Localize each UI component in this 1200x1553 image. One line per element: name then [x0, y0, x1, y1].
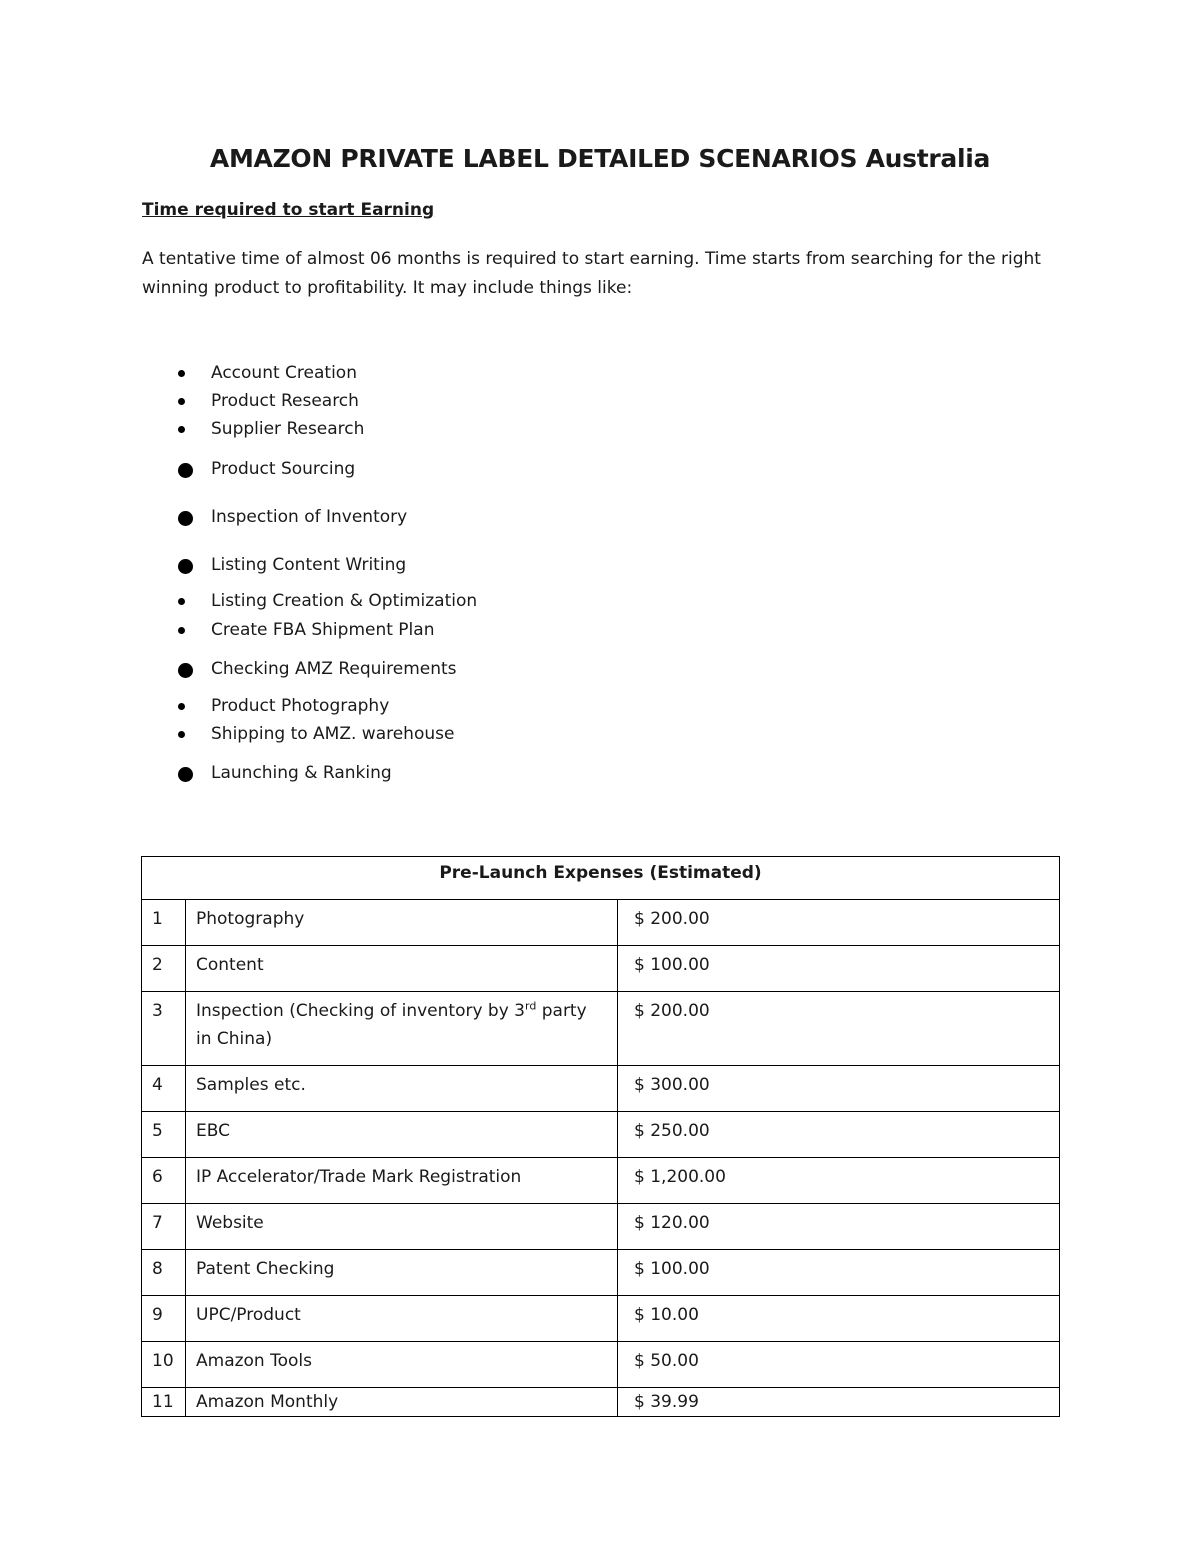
bullet-label: Checking AMZ Requirements [211, 659, 457, 679]
intro-paragraph: A tentative time of almost 06 months is required to start earning. Time starts from searching for the right winning product to profitability. It may include things like: [142, 249, 1041, 298]
ordinal-suffix: rd [525, 999, 537, 1013]
expense-amount: $ 200.00 [618, 992, 1060, 1066]
table-row [142, 1296, 1060, 1342]
expense-item: IP Accelerator/Trade Mark Registration [186, 1158, 618, 1204]
table-row [142, 1112, 1060, 1158]
bullet-label: Supplier Research [211, 419, 365, 439]
document-title: AMAZON PRIVATE LABEL DETAILED SCENARIOS Australia [209, 144, 991, 173]
row-number: 6 [142, 1158, 186, 1204]
expense-item-text-cont: party in China) [196, 1001, 587, 1049]
row-number: 8 [142, 1250, 186, 1296]
table-row [142, 1066, 1060, 1112]
bullet-dot-icon [178, 463, 193, 478]
expense-item: Content [186, 946, 618, 992]
row-number: 5 [142, 1112, 186, 1158]
expense-amount: $ 250.00 [618, 1112, 1060, 1158]
bullet-label: Create FBA Shipment Plan [211, 620, 435, 640]
bullet-label: Listing Content Writing [211, 555, 407, 575]
bullet-dot-icon [178, 511, 193, 526]
expense-item [186, 992, 618, 1066]
expense-item-text: Inspection (Checking of inventory by 3 [196, 1001, 526, 1021]
bullet-label: Inspection of Inventory [211, 507, 408, 527]
row-number: 2 [142, 946, 186, 992]
expense-item: Photography [186, 900, 618, 946]
expense-item: Samples etc. [186, 1066, 618, 1112]
expense-amount: $ 100.00 [618, 1250, 1060, 1296]
table-row [142, 946, 1060, 992]
expense-amount: $ 50.00 [618, 1342, 1060, 1388]
section-heading: Time required to start Earning [142, 200, 435, 220]
bullet-label: Product Research [211, 391, 359, 411]
expense-item: Patent Checking [186, 1250, 618, 1296]
expense-item: Website [186, 1204, 618, 1250]
expense-amount: $ 39.99 [618, 1388, 1060, 1417]
bullet-dot-icon [178, 598, 185, 605]
bullet-dot-icon [178, 703, 185, 710]
bullet-label: Listing Creation & Optimization [211, 591, 478, 611]
table-row [142, 1250, 1060, 1296]
bullet-dot-icon [178, 767, 193, 782]
table-header-row [142, 857, 1060, 900]
expense-item: Amazon Tools [186, 1342, 618, 1388]
bullet-dot-icon [178, 627, 185, 634]
expense-amount: $ 300.00 [618, 1066, 1060, 1112]
row-number: 9 [142, 1296, 186, 1342]
bullet-dot-icon [178, 559, 193, 574]
expense-item: Amazon Monthly [186, 1388, 618, 1417]
row-number: 3 [142, 992, 186, 1066]
expense-amount: $ 120.00 [618, 1204, 1060, 1250]
expense-amount: $ 10.00 [618, 1296, 1060, 1342]
bullet-label: Account Creation [211, 363, 357, 383]
table-row [142, 900, 1060, 946]
bullet-label: Product Sourcing [211, 459, 356, 479]
table-row [142, 1388, 1060, 1417]
expense-amount: $ 1,200.00 [618, 1158, 1060, 1204]
row-number: 4 [142, 1066, 186, 1112]
table-row [142, 1342, 1060, 1388]
bullet-dot-icon [178, 426, 185, 433]
expense-amount: $ 200.00 [618, 900, 1060, 946]
bullet-dot-icon [178, 731, 185, 738]
expense-item: EBC [186, 1112, 618, 1158]
bullet-label: Product Photography [211, 696, 390, 716]
bullet-dot-icon [178, 398, 185, 405]
bullet-dot-icon [178, 663, 193, 678]
bullet-dot-icon [178, 370, 185, 377]
table-row [142, 1158, 1060, 1204]
table-header: Pre-Launch Expenses (Estimated) [142, 857, 1060, 900]
row-number: 10 [142, 1342, 186, 1388]
expense-amount: $ 100.00 [618, 946, 1060, 992]
expense-item: UPC/Product [186, 1296, 618, 1342]
expenses-table [141, 856, 1060, 1417]
bullet-label: Launching & Ranking [211, 763, 392, 783]
bullet-label: Shipping to AMZ. warehouse [211, 724, 455, 744]
row-number: 11 [142, 1388, 186, 1417]
row-number: 7 [142, 1204, 186, 1250]
row-number: 1 [142, 900, 186, 946]
table-row [142, 1204, 1060, 1250]
table-row [142, 992, 1060, 1066]
